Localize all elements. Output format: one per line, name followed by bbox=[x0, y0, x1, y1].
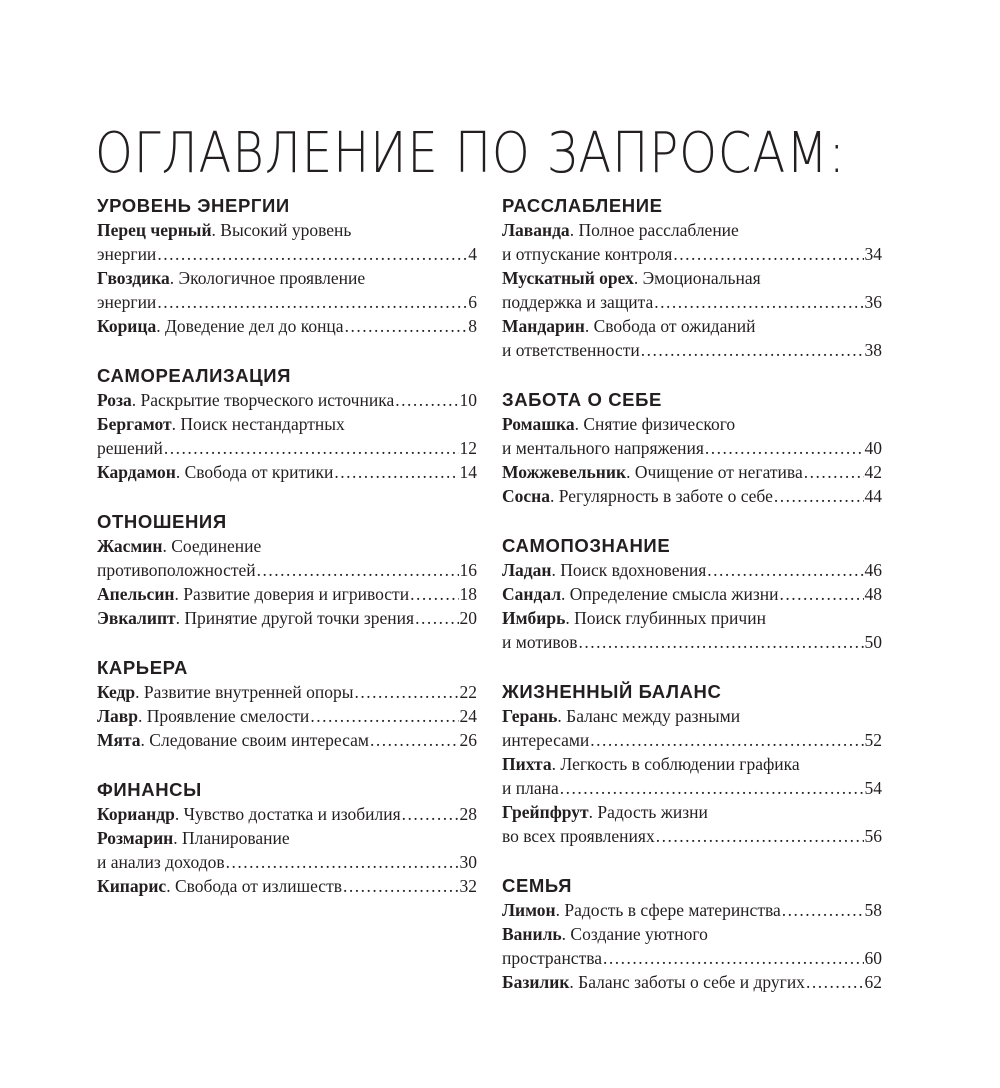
entry-name: Лимон bbox=[502, 900, 556, 920]
entry-description-continued: и плана bbox=[502, 778, 559, 798]
toc-entry[interactable] bbox=[97, 314, 477, 338]
entry-description: . Баланс между разными bbox=[557, 706, 741, 726]
toc-entry[interactable] bbox=[97, 534, 477, 582]
section-title: ФИНАНСЫ bbox=[97, 779, 202, 800]
page-number: 36 bbox=[864, 292, 882, 312]
entry-description: . Создание уютного bbox=[561, 924, 708, 944]
page-number: 34 bbox=[864, 244, 882, 264]
page-number: 30 bbox=[459, 852, 477, 872]
entry-description: . Свобода от излишеств bbox=[166, 876, 342, 896]
toc-entry[interactable] bbox=[502, 582, 882, 606]
toc-entry[interactable] bbox=[502, 970, 882, 994]
page-number: 56 bbox=[864, 826, 882, 846]
entry-description-continued: и анализ доходов bbox=[97, 852, 225, 872]
entry-description: . Высокий уровень bbox=[211, 220, 352, 240]
page-title: ОГЛАВЛЕНИЕ ПО ЗАПРОСАМ: bbox=[95, 121, 846, 186]
entry-description: . Принятие другой точки зрения bbox=[175, 608, 415, 628]
page-number: 6 bbox=[468, 292, 477, 312]
entry-description: . Полное расслабление bbox=[569, 220, 739, 240]
toc-section bbox=[97, 510, 477, 630]
dot-leader bbox=[310, 704, 458, 728]
page-number: 50 bbox=[864, 632, 882, 652]
toc-entry[interactable] bbox=[97, 388, 477, 412]
entry-description: . Радость в сфере материнства bbox=[555, 900, 781, 920]
section-title: КАРЬЕРА bbox=[97, 657, 188, 678]
entry-name: Сосна bbox=[502, 486, 550, 506]
toc-entry[interactable] bbox=[502, 800, 882, 848]
dot-leader bbox=[673, 242, 863, 266]
dot-leader bbox=[410, 582, 458, 606]
toc-entry[interactable] bbox=[97, 802, 477, 826]
toc-entry[interactable] bbox=[502, 558, 882, 582]
dot-leader bbox=[782, 898, 864, 922]
toc-entry[interactable] bbox=[502, 412, 882, 460]
section-title: СЕМЬЯ bbox=[502, 875, 572, 896]
entry-name: Лавр bbox=[97, 706, 138, 726]
dot-leader bbox=[590, 728, 863, 752]
toc-entry[interactable] bbox=[97, 460, 477, 484]
entry-name: Кориандр bbox=[97, 804, 175, 824]
entry-description: . Свобода от критики bbox=[175, 462, 334, 482]
page-number: 12 bbox=[459, 438, 477, 458]
entry-name: Базилик bbox=[502, 972, 570, 992]
toc-column-right bbox=[502, 194, 882, 1020]
entry-name: Кипарис bbox=[97, 876, 167, 896]
page-number: 52 bbox=[864, 730, 882, 750]
entry-name: Эвкалипт bbox=[97, 608, 176, 628]
page-number: 26 bbox=[459, 730, 477, 750]
entry-name: Жасмин bbox=[97, 536, 163, 556]
toc-entry[interactable] bbox=[502, 922, 882, 970]
entry-description-continued: энергии bbox=[97, 244, 157, 264]
page-number: 54 bbox=[864, 778, 882, 798]
entry-description: . Поиск глубинных причин bbox=[565, 608, 766, 628]
toc-entry[interactable] bbox=[97, 704, 477, 728]
entry-description: . Доведение дел до конца bbox=[156, 316, 344, 336]
toc-entry[interactable] bbox=[97, 606, 477, 630]
entry-name: Мандарин bbox=[502, 316, 585, 336]
entry-description: . Чувство достатка и изобилия bbox=[174, 804, 401, 824]
dot-leader bbox=[157, 290, 467, 314]
toc-section bbox=[97, 364, 477, 484]
dot-leader bbox=[579, 630, 864, 654]
entry-description-continued: поддержка и защита bbox=[502, 292, 654, 312]
toc-entry[interactable] bbox=[97, 680, 477, 704]
dot-leader bbox=[226, 850, 459, 874]
page-number: 24 bbox=[459, 706, 477, 726]
entry-name: Кардамон bbox=[97, 462, 176, 482]
toc-entry[interactable] bbox=[502, 484, 882, 508]
toc-entry[interactable] bbox=[502, 266, 882, 314]
entry-description: . Поиск нестандартных bbox=[171, 414, 345, 434]
toc-entry[interactable] bbox=[97, 218, 477, 266]
entry-name: Грейпфрут bbox=[502, 802, 589, 822]
entry-description-continued: и мотивов bbox=[502, 632, 578, 652]
dot-leader bbox=[707, 558, 863, 582]
entry-description-continued: и ответственности bbox=[502, 340, 640, 360]
dot-leader bbox=[641, 338, 864, 362]
entry-description: . Проявление смелости bbox=[137, 706, 310, 726]
dot-leader bbox=[402, 802, 459, 826]
dot-leader bbox=[370, 728, 459, 752]
page-number: 58 bbox=[864, 900, 882, 920]
entry-description: . Свобода от ожиданий bbox=[584, 316, 756, 336]
page-number: 4 bbox=[468, 244, 477, 264]
toc-entry[interactable] bbox=[502, 704, 882, 752]
dot-leader bbox=[603, 946, 863, 970]
entry-description-continued: и ментального напряжения bbox=[502, 438, 704, 458]
entry-name: Корица bbox=[97, 316, 157, 336]
entry-description-continued: интересами bbox=[502, 730, 590, 750]
section-title: САМОРЕАЛИЗАЦИЯ bbox=[97, 365, 292, 386]
entry-description: . Соединение bbox=[162, 536, 262, 556]
section-title: ЗАБОТА О СЕБЕ bbox=[502, 389, 662, 410]
entry-name: Сандал bbox=[502, 584, 562, 604]
entry-description-continued: во всех проявлениях bbox=[502, 826, 655, 846]
toc-section bbox=[502, 874, 882, 994]
entry-name: Ромашка bbox=[502, 414, 575, 434]
entry-name: Розмарин bbox=[97, 828, 174, 848]
toc-section bbox=[502, 680, 882, 848]
entry-description: . Регулярность в заботе о себе bbox=[550, 486, 773, 506]
entry-description: . Развитие внутренней опоры bbox=[135, 682, 354, 702]
entry-name: Апельсин bbox=[97, 584, 175, 604]
page-number: 14 bbox=[459, 462, 477, 482]
page-number: 46 bbox=[864, 560, 882, 580]
page-number: 8 bbox=[468, 316, 477, 336]
dot-leader bbox=[334, 460, 458, 484]
entry-description-continued: пространства bbox=[502, 948, 603, 968]
entry-name: Мята bbox=[97, 730, 141, 750]
page-number: 62 bbox=[864, 972, 882, 992]
entry-description: . Развитие доверия и игривости bbox=[174, 584, 410, 604]
page-number: 10 bbox=[459, 390, 477, 410]
toc-column-left bbox=[97, 194, 477, 924]
toc-entry[interactable] bbox=[502, 218, 882, 266]
dot-leader bbox=[157, 242, 467, 266]
section-title: РАССЛАБЛЕНИЕ bbox=[502, 195, 663, 216]
dot-leader bbox=[806, 970, 864, 994]
dot-leader bbox=[257, 558, 459, 582]
toc-entry[interactable] bbox=[502, 606, 882, 654]
page-number: 22 bbox=[459, 682, 477, 702]
section-title: ОТНОШЕНИЯ bbox=[97, 511, 227, 532]
toc-entry[interactable] bbox=[502, 898, 882, 922]
entry-description: . Снятие физического bbox=[574, 414, 736, 434]
entry-description-continued: энергии bbox=[97, 292, 157, 312]
dot-leader bbox=[804, 460, 864, 484]
entry-description-continued: решений bbox=[97, 438, 163, 458]
entry-name: Роза bbox=[97, 390, 132, 410]
entry-name: Имбирь bbox=[502, 608, 566, 628]
entry-name: Пихта bbox=[502, 754, 552, 774]
toc-entry[interactable] bbox=[502, 752, 882, 800]
dot-leader bbox=[654, 290, 863, 314]
dot-leader bbox=[656, 824, 864, 848]
toc-section bbox=[502, 194, 882, 362]
entry-description: . Следование своим интересам bbox=[140, 730, 369, 750]
page-number: 40 bbox=[864, 438, 882, 458]
page-number: 42 bbox=[864, 462, 882, 482]
page-number: 44 bbox=[864, 486, 882, 506]
entry-name: Ваниль bbox=[502, 924, 562, 944]
toc-section bbox=[97, 778, 477, 898]
toc-entry[interactable] bbox=[97, 728, 477, 752]
toc-section bbox=[97, 194, 477, 338]
entry-name: Бергамот bbox=[97, 414, 172, 434]
dot-leader bbox=[779, 582, 863, 606]
dot-leader bbox=[354, 680, 458, 704]
dot-leader bbox=[343, 874, 459, 898]
entry-description: . Баланс заботы о себе и других bbox=[569, 972, 805, 992]
entry-name: Кедр bbox=[97, 682, 136, 702]
page-number: 20 bbox=[459, 608, 477, 628]
section-title: ЖИЗНЕННЫЙ БАЛАНС bbox=[502, 681, 722, 702]
page-number: 18 bbox=[459, 584, 477, 604]
dot-leader bbox=[774, 484, 864, 508]
dot-leader bbox=[164, 436, 459, 460]
entry-name: Ладан bbox=[502, 560, 552, 580]
dot-leader bbox=[560, 776, 864, 800]
entry-name: Перец черный bbox=[97, 220, 212, 240]
page-number: 16 bbox=[459, 560, 477, 580]
entry-description: . Эмоциональная bbox=[633, 268, 761, 288]
entry-description-continued: и отпускание контроля bbox=[502, 244, 673, 264]
entry-name: Гвоздика bbox=[97, 268, 170, 288]
dot-leader bbox=[705, 436, 864, 460]
entry-description: . Экологичное проявление bbox=[169, 268, 366, 288]
toc-entry[interactable] bbox=[502, 460, 882, 484]
section-title: САМОПОЗНАНИЕ bbox=[502, 535, 671, 556]
dot-leader bbox=[415, 606, 458, 630]
entry-description: . Планирование bbox=[173, 828, 290, 848]
page-number: 28 bbox=[459, 804, 477, 824]
toc-entry[interactable] bbox=[502, 314, 882, 362]
toc-section bbox=[502, 534, 882, 654]
page-number: 48 bbox=[864, 584, 882, 604]
page-number: 60 bbox=[864, 948, 882, 968]
toc-section bbox=[97, 656, 477, 752]
entry-name: Лаванда bbox=[502, 220, 570, 240]
page-number: 38 bbox=[864, 340, 882, 360]
entry-name: Мускатный орех bbox=[502, 268, 634, 288]
section-title: УРОВЕНЬ ЭНЕРГИИ bbox=[97, 195, 290, 216]
entry-name: Можжевельник bbox=[502, 462, 627, 482]
toc-entry[interactable] bbox=[97, 266, 477, 314]
entry-name: Герань bbox=[502, 706, 558, 726]
entry-description: . Определение смысла жизни bbox=[561, 584, 779, 604]
dot-leader bbox=[345, 314, 468, 338]
dot-leader bbox=[395, 388, 458, 412]
entry-description: . Раскрытие творческого источника bbox=[131, 390, 395, 410]
entry-description-continued: противоположностей bbox=[97, 560, 256, 580]
entry-description: . Радость жизни bbox=[588, 802, 708, 822]
toc-entry[interactable] bbox=[97, 826, 477, 874]
toc-entry[interactable] bbox=[97, 412, 477, 460]
toc-entry[interactable] bbox=[97, 582, 477, 606]
toc-section bbox=[502, 388, 882, 508]
entry-description: . Очищение от негатива bbox=[626, 462, 803, 482]
entry-description: . Поиск вдохновения bbox=[551, 560, 707, 580]
page-number: 32 bbox=[459, 876, 477, 896]
toc-entry[interactable] bbox=[97, 874, 477, 898]
entry-description: . Легкость в соблюдении графика bbox=[551, 754, 800, 774]
